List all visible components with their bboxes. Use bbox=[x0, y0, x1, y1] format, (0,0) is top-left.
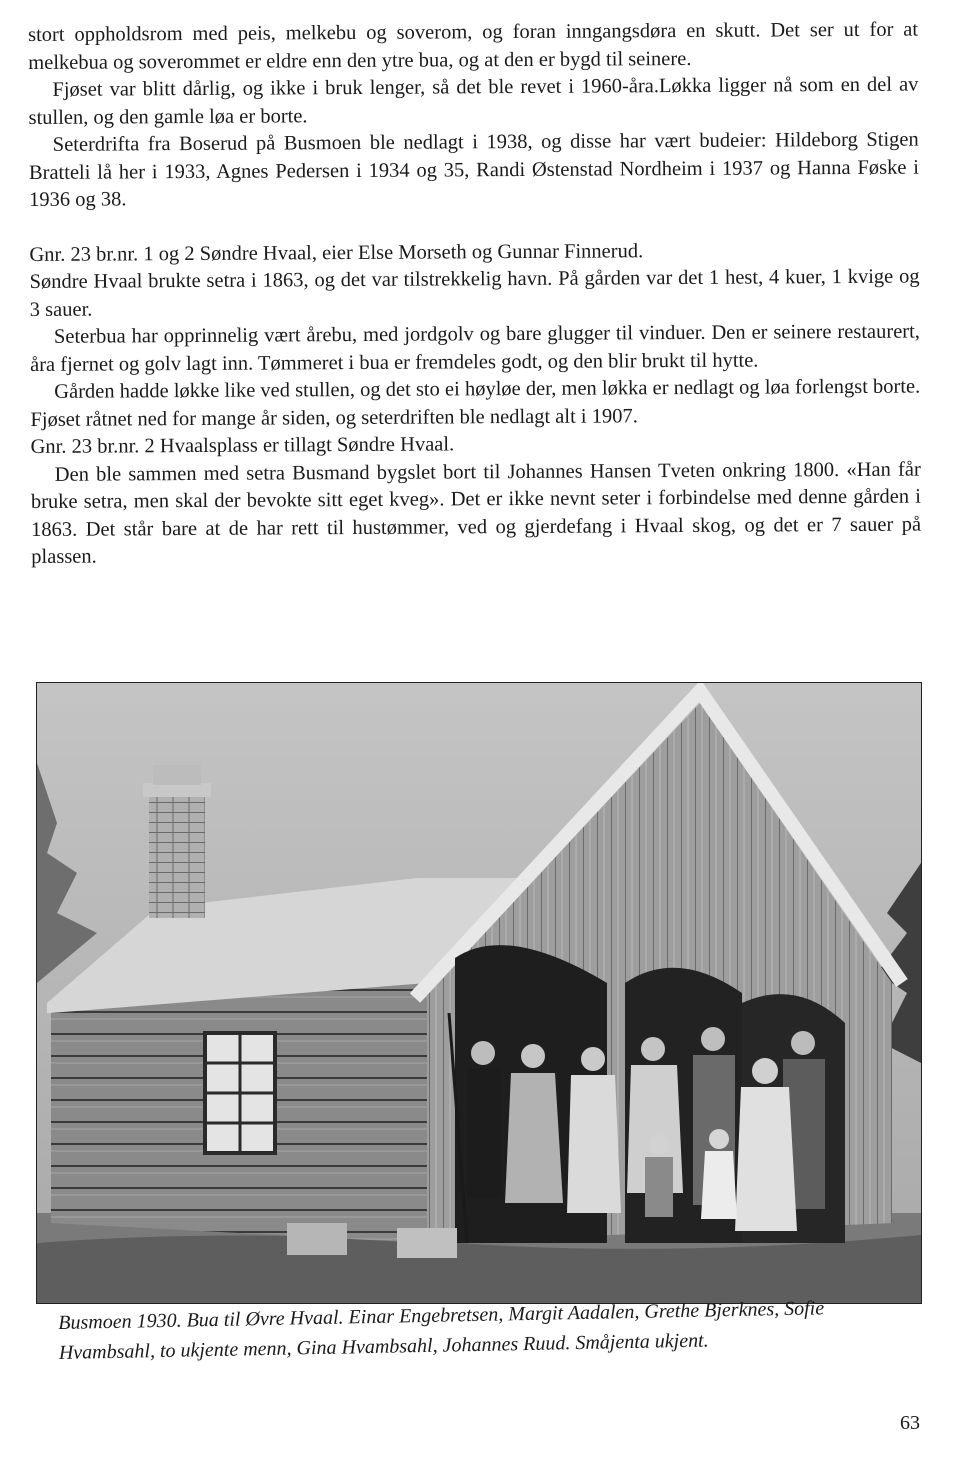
foundation-stone bbox=[287, 1223, 347, 1255]
historical-photo bbox=[36, 682, 922, 1304]
paragraph-7: Gården hadde løkke like ved stullen, og det sto ei høyløe der, men løkka er nedlagt og løa forlengst borte. Fjøset råtnet ned for mange år siden, og seterdriften ble nedlagt alt i 1907. bbox=[30, 375, 921, 431]
photo-caption: Busmoen 1930. Bua til Øvre Hvaal. Einar Engebretsen, Margit Aadalen, Grethe Bjerknes, Sofie Hvambsahl, to ukjente menn, Gina Hvambsahl, Johannes Ruud. Småjenta ukjent. bbox=[58, 1297, 825, 1364]
paragraph-1: stort oppholdsrom med peis, melkebu og soverom, og foran inngangsdøra en skutt. Det ser ut for at melkebua og soverommet er eldre enn den ytre bua, og at den er bygd til seinere. bbox=[28, 18, 919, 74]
body-text bbox=[28, 17, 921, 572]
photo-illustration bbox=[37, 683, 921, 1303]
paragraph-5: Søndre Hvaal brukte setra i 1863, og det var tilstrekkelig havn. På gården var det 1 hest, 4 kuer, 1 kvige og 3 sauer. bbox=[29, 265, 920, 321]
paragraph-8: Gnr. 23 br.nr. 2 Hvaalsplass er tillagt Søndre Hvaal. bbox=[30, 433, 455, 458]
paragraph-9: Den ble sammen med setra Busmand bygslet bort til Johannes Hansen Tveten onkring 1800. «Han får bruke setra, men skal der bevokte sitt eget kveg». Det er ikke nevnt seter i forbindelse med denne gården i 1863. Det står bare at de har rett til hustømmer, ved og gjerdefang i Hvaal skog, og det er 7 sauer på plassen. bbox=[30, 458, 922, 568]
paragraph-6: Seterbua har opprinnelig vært årebu, med jordgolv og bare glugger til vinduer. Den er seinere restaurert, åra fjernet og golv lagt inn. Tømmeret i bua er fremdeles godt, og den blir brukt til hytte. bbox=[30, 320, 920, 376]
chimney bbox=[149, 793, 205, 918]
paragraph-2: Fjøset var blitt dårlig, og ikke i bruk lenger, så det ble revet i 1960-åra.Løkka ligger nå som en del av stullen, og den gamle løa er borte. bbox=[28, 73, 919, 129]
paragraph-4: Gnr. 23 br.nr. 1 og 2 Søndre Hvaal, eier Else Morseth og Gunnar Finnerud. bbox=[29, 239, 644, 266]
page-number: 63 bbox=[900, 1412, 920, 1434]
paragraph-3: Seterdrifta fra Boserud på Busmoen ble nedlagt i 1938, og disse har vært budeier: Hildeborg Stigen Bratteli lå her i 1933, Agnes Pedersen i 1934 og 35, Randi Østenstad Nordheim i 1937 og Hanna Føske i 1936 og 38. bbox=[28, 128, 919, 211]
